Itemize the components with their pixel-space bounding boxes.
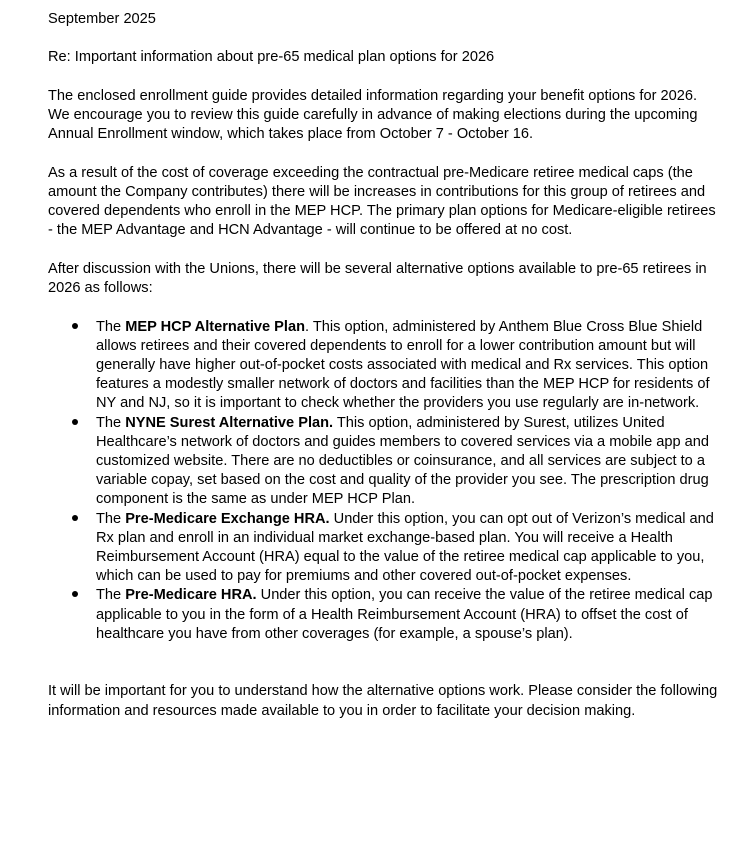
option-name: MEP HCP Alternative Plan	[125, 318, 305, 335]
spacer	[48, 240, 720, 259]
letter-document	[48, 10, 720, 721]
plan-options-list	[48, 318, 720, 644]
option-prefix: The	[96, 318, 126, 335]
option-description: Under this option, you can receive the value of the retiree medical cap applicable to you in the form of a Health Reimbursement Account (HRA) to offset the cost of healthcare you have from other coverages (for example, a spouse’s plan).	[96, 587, 713, 642]
alternatives-paragraph: After discussion with the Unions, there will be several alternative options available to pre-65 retirees in 2026 as follows:	[48, 260, 707, 296]
spacer	[48, 144, 720, 163]
letter-date: September 2025	[48, 11, 156, 27]
bullet-icon	[72, 510, 82, 529]
option-name: Pre-Medicare HRA.	[125, 587, 257, 604]
bullet-icon	[72, 586, 82, 605]
option-name: NYNE Surest Alternative Plan.	[125, 414, 334, 431]
option-description: Under this option, you can opt out of Verizon’s medical and Rx plan and enroll in an individual market exchange-based plan. You will receive a Health Reimbursement Account (HRA) equal to the value of the retiree medical cap applicable to you, which can be used to pay for premiums and other covered out-of-pocket expenses.	[96, 510, 714, 585]
closing-paragraph: It will be important for you to understand how the alternative options work. Please consider the following information and resources made available to you in order to facilitate your decision making.	[48, 683, 718, 719]
option-description: . This option, administered by Anthem Blue Cross Blue Shield allows retirees and their covered dependents to enroll for a lower contribution amount but will generally have higher out-of-pocket costs associated with medical and Rx services. This option features a modestly smaller network of doctors and facilities than the MEP HCP for residents of NY and NJ, so it is important to check whether the providers you use regularly are in-network.	[96, 318, 710, 412]
list-item-mep-hcp-alternative	[48, 318, 720, 414]
bullet-icon	[72, 414, 82, 433]
spacer	[48, 29, 720, 48]
letter-subject: Re: Important information about pre-65 medical plan options for 2026	[48, 49, 495, 66]
option-prefix: The	[96, 587, 126, 604]
bullet-icon	[72, 318, 82, 337]
option-description: This option, administered by Surest, utilizes United Healthcare’s network of doctors and guides members to covered services via a mobile app and customized website. There are no deductibles or coinsurance, and all services are subject to a variable copay, set based on the cost and quality of the provider you see. The prescription drug component is the same as under MEP HCP Plan.	[96, 414, 709, 508]
intro-paragraph: The enclosed enrollment guide provides detailed information regarding your benefit options for 2026. We encourage you to review this guide carefully in advance of making elections during the upcoming Annual Enrollment window, which takes place from October 7 - October 16.	[48, 87, 698, 143]
list-item-pre-medicare-exchange-hra	[48, 510, 720, 587]
list-item-pre-medicare-hra	[48, 586, 720, 644]
option-name: Pre-Medicare Exchange HRA.	[125, 510, 330, 527]
cost-paragraph: As a result of the cost of coverage exceeding the contractual pre-Medicare retiree medical caps (the amount the Company contributes) there will be increases in contributions for this group of retirees and covered dependents who enroll in the MEP HCP. The primary plan options for Medicare-eligible retirees - the MEP Advantage and HCN Advantage - will continue to be offered at no cost.	[48, 164, 716, 239]
spacer	[48, 68, 720, 87]
option-prefix: The	[96, 414, 126, 431]
option-prefix: The	[96, 510, 126, 527]
list-item-nyne-surest-alternative	[48, 414, 720, 510]
